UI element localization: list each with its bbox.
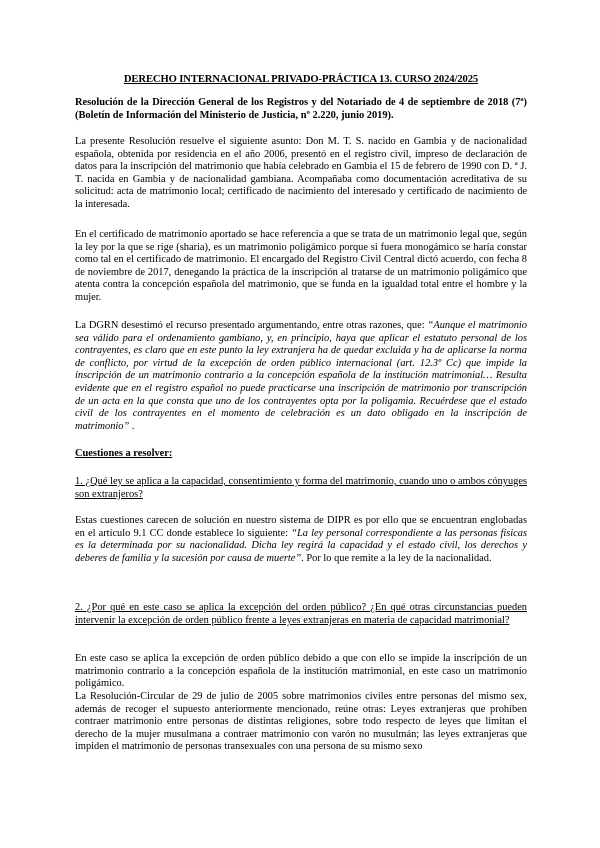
resolution-heading: Resolución de la Dirección General de los Registros y del Notariado de 4 de septiembre de 2018 (7ª) (Boletín de Información del Ministerio de Justicia, nº 2.220, junio 2019).	[75, 97, 527, 121]
dgrn-end: .	[129, 420, 135, 432]
dgrn-intro: La DGRN desestimó el recurso presentado argumentando, entre otras razones, que:	[75, 320, 428, 331]
answer-2-continued: La Resolución-Circular de 29 de julio de 2005 sobre matrimonios civiles entre personas del mismo sex, además de recoger el supuesto anteriormente mencionado, reúne otras: Leyes extranjeras que prohíben contraer matrimonio entre personas de distintas religiones, sobre todo respecto de leyes que limitan el derecho de la mujer musulmana a contraer matrimonio con varón no musulmán; las leyes extranjeras que impiden el matrimonio de personas transexuales con una persona de su mismo sexo	[75, 691, 527, 753]
document-title: DERECHO INTERNACIONAL PRIVADO-PRÁCTICA 13. CURSO 2024/2025	[123, 74, 479, 85]
paragraph-certificate: En el certificado de matrimonio aportado se hace referencia a que se trata de un matrimonio legal que, según la ley por la que se rige (sharia), es un matrimonio poligámico porque si fuera monogámico se haría constar como tal en el certificado de matrimonio. El encargado del Registro Civil Central dictó acuerdo, con fecha 8 de noviembre de 2017, denegando la práctica de la inscripción al tratarse de un matrimonio poligámico que atenta contra la concepción española del matrimonio, que se funda en la igualdad total entre el hombre y la mujer.	[75, 229, 527, 303]
answer-2: En este caso se aplica la excepción de orden público debido a que con ello se impide la inscripción de un matrimonio contrario a la concepción española de la institución matrimonial, en este caso un matrimonio poligámico.	[75, 653, 527, 690]
paragraph-dgrn	[75, 320, 527, 433]
answer-1-quote: “La ley personal correspondiente a las personas físicas es la determinada por su nacionalidad. Dicha ley regirá la capacidad y el estado civil, los derechos y deberes de familia y la sucesión por causa de muerte”	[75, 527, 528, 564]
answer-1	[75, 515, 527, 565]
question-2: 2. ¿Por qué en este caso se aplica la excepción del orden público? ¿En qué otras circunstancias pueden intervenir la excepción de orden público frente a leyes extranjeras en materia de capacidad matrimonial?	[75, 602, 527, 626]
question-1: 1. ¿Qué ley se aplica a la capacidad, consentimiento y forma del matrimonio, cuando uno o ambos cónyuges son extranjeros?	[75, 476, 527, 500]
questions-heading: Cuestiones a resolver:	[75, 448, 173, 459]
paragraph-facts: La presente Resolución resuelve el siguiente asunto: Don M. T. S. nacido en Gambia y de nacionalidad española, obtenida por residencia en el año 2006, presentó en el registro civil, impreso de declaración de datos para la inscripción del matrimonio que había celebrado en Gambia el 15 de febrero de 1990 con D. ª J. T. nacida en Gambia y de nacionalidad gambiana. Acompañaba como documentación acreditativa de su solicitud: acta de matrimonio local; certificado de nacimiento del interesado y certificado de nacimiento de la interesada.	[75, 136, 527, 210]
answer-1-intro: Estas cuestiones carecen de solución en nuestro sistema de DIPR es por ello que se encuentran englobadas en el artículo 9.1 CC donde establece lo siguiente:	[75, 515, 527, 539]
answer-1-end: . Por lo que remite a la ley de la nacionalidad.	[301, 552, 492, 564]
dgrn-quote: “Aunque el matrimonio sea válido para el ordenamiento gambiano, y, en principio, haya que aplicar el estatuto personal de los contrayentes, es claro que en este punto la ley extranjera ha de quedar excluida y ha de aplicarse la norma de conflicto, por virtud de la excepción de orden público internacional (art. 12.3º Cc) que impide la inscripción de un matrimonio contrario a la concepción española de la institución matrimonial… Resulta evidente que en el registro español no puede practicarse una inscripción de matrimonio por transcripción de un acta en la que consta que uno de los contrayentes opta por la poligamia. Recuérdese que el estado civil de los contrayentes en el momento de celebración es un dato obligado en la inscripción de matrimonio”	[75, 320, 527, 432]
